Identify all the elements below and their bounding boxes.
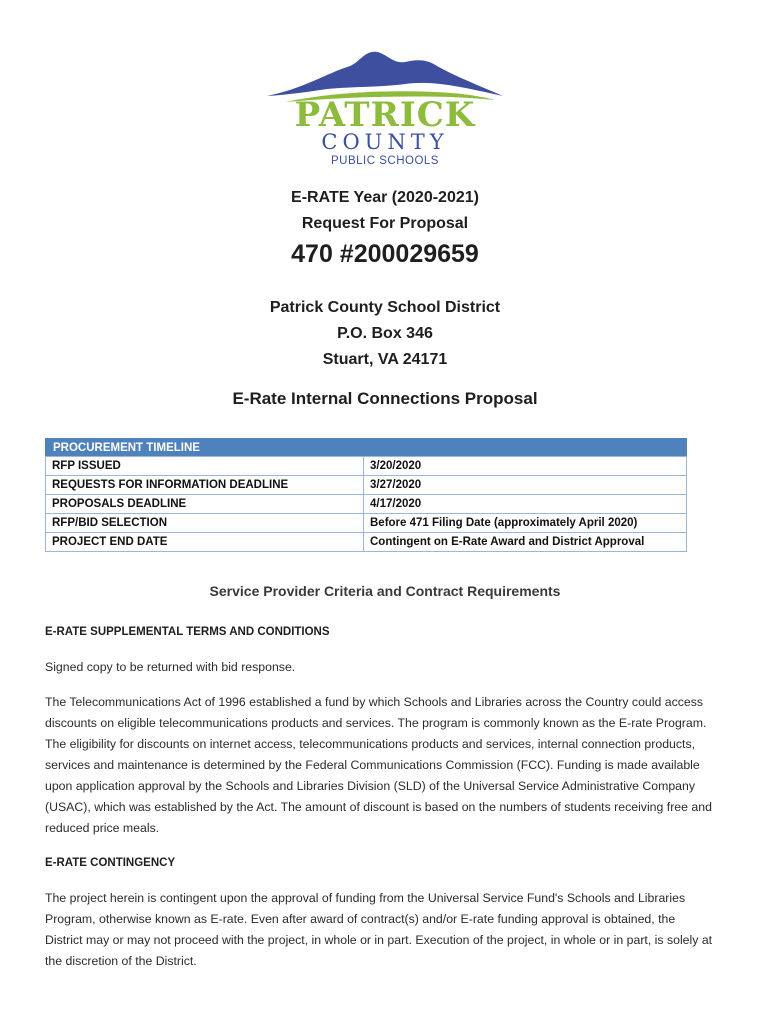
po-box: P.O. Box 346 (337, 325, 433, 342)
district-name: Patrick County School District (269, 299, 501, 316)
erate-year-title: E-RATE Year (2020-2021) (291, 189, 479, 206)
timeline-value: Contingent on E-Rate Award and District Approval (364, 533, 687, 552)
city-address: Stuart, VA 24171 (322, 351, 448, 368)
logo-subtitle: PUBLIC SCHOOLS (331, 155, 439, 167)
supplemental-terms-heading: E-RATE SUPPLEMENTAL TERMS AND CONDITIONS (45, 626, 330, 638)
section-title: Service Provider Criteria and Contract Requirements (209, 583, 561, 599)
table-row (46, 514, 687, 533)
timeline-value: Before 471 Filing Date (approximately April 2020) (364, 514, 687, 533)
timeline-value: 3/20/2020 (364, 457, 687, 476)
timeline-label: RFP ISSUED (46, 457, 364, 476)
contingency-heading: E-RATE CONTINGENCY (45, 857, 176, 869)
table-row (46, 476, 687, 495)
proposal-title: E-Rate Internal Connections Proposal (232, 389, 538, 408)
timeline-value: 4/17/2020 (364, 495, 687, 514)
school-logo (265, 44, 505, 174)
telecom-act-paragraph: The Telecommunications Act of 1996 established a fund by which Schools and Libraries across the Country could access discounts on eligible telecommunications products and services. The program is commonly known as the E-rate Program. The eligibility for discounts on internet access, telecommunications products and services, internal connection products, services and maintenance is determined by the Federal Communications Commission (FCC). Funding is made available upon application approval by the Schools and Libraries Division (SLD) of the Universal Service Administrative Company (USAC), which was established by the Act. The amount of discount is based on the numbers of students receiving free and reduced price meals. (45, 695, 712, 835)
timeline-label: PROJECT END DATE (46, 533, 364, 552)
procurement-timeline-table (45, 438, 687, 552)
timeline-value: 3/27/2020 (364, 476, 687, 495)
timeline-label: RFP/BID SELECTION (46, 514, 364, 533)
timeline-label: REQUESTS FOR INFORMATION DEADLINE (46, 476, 364, 495)
logo-county: COUNTY (321, 130, 449, 154)
contingency-paragraph: The project herein is contingent upon the approval of funding from the Universal Service Fund's Schools and Libraries Program, otherwise known as E-rate. Even after award of contract(s) and/or E-rate funding approval is obtained, the District may or may not proceed with the project, in whole or in part. Execution of the project, in whole or in part, is solely at the discretion of the District. (45, 891, 713, 968)
form-number: 470 #200029659 (291, 240, 479, 268)
logo-name: PATRICK (294, 95, 476, 135)
table-row (46, 495, 687, 514)
signed-copy-note: Signed copy to be returned with bid response. (45, 660, 296, 674)
table-row (46, 533, 687, 552)
timeline-header: PROCUREMENT TIMELINE (45, 438, 687, 456)
timeline-label: PROPOSALS DEADLINE (46, 495, 364, 514)
request-title: Request For Proposal (301, 215, 469, 232)
table-row (46, 457, 687, 476)
